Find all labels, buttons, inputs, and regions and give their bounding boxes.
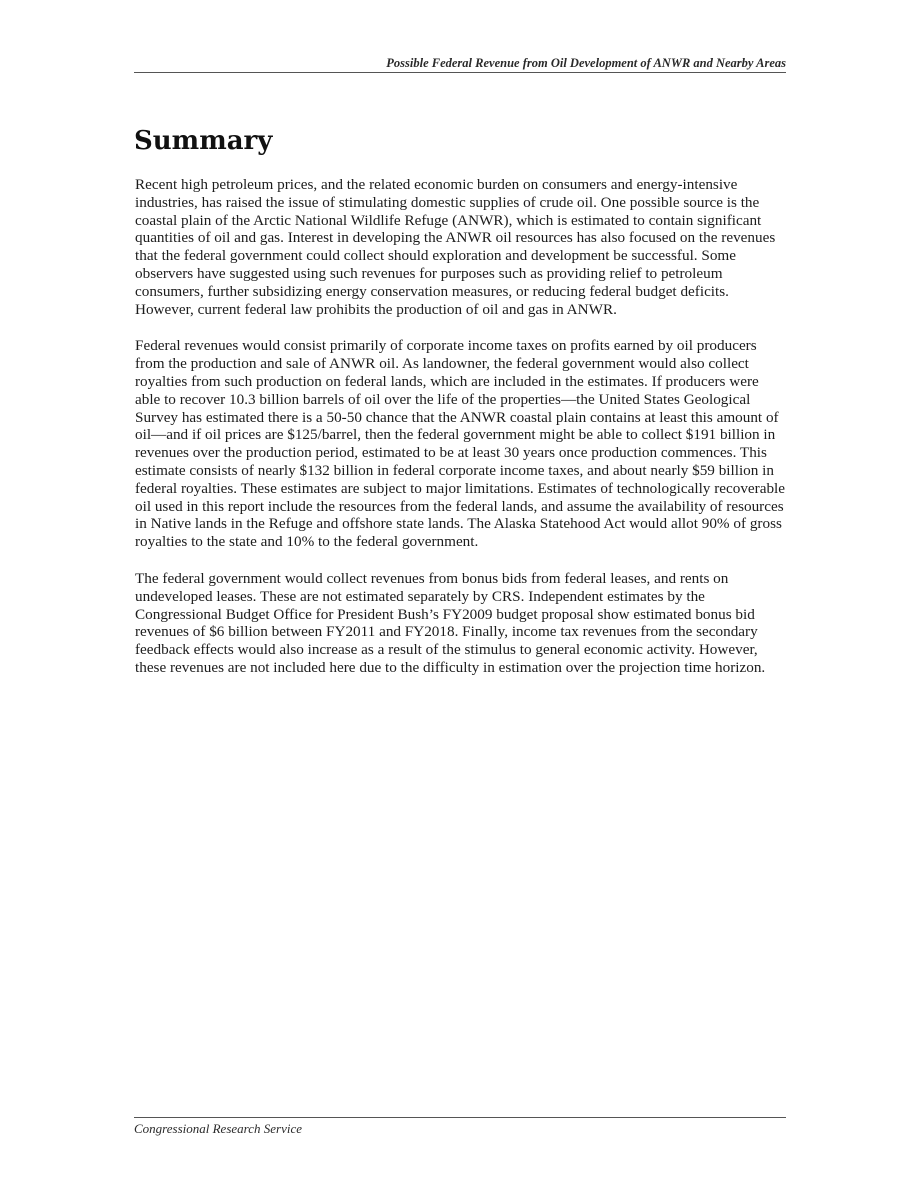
summary-paragraph-1: Recent high petroleum prices, and the related economic burden on consumers and energy-intensive industries, has raised the issue of stimulating domestic supplies of crude oil. One possible source is the coastal plain of the Arctic National Wildlife Refuge (ANWR), which is estimated to contain significant quantities of oil and gas. Interest in developing the ANWR oil resources has also focused on the revenues that the federal government could collect should exploration and development be successful. Some observers have suggested using such revenues for purposes such as providing relief to petroleum consumers, further subsidizing energy conservation measures, or reducing federal budget deficits. However, current federal law prohibits the production of oil and gas in ANWR. <box>135 176 776 318</box>
running-footer: Congressional Research Service <box>134 1121 302 1136</box>
summary-body <box>135 176 787 696</box>
footer-rule <box>134 1117 786 1118</box>
section-heading: Summary <box>134 126 273 156</box>
summary-paragraph-3: The federal government would collect revenues from bonus bids from federal leases, and rents on undeveloped leases. These are not estimated separately by CRS. Independent estimates by the Congressional Budget Office for President Bush’s FY2009 budget proposal show estimated bonus bid revenues of $6 billion between FY2011 and FY2018. Finally, income tax revenues from the secondary feedback effects would also increase as a result of the stimulus to general economic activity. However, these revenues are not included here due to the difficulty in estimation over the projection time horizon. <box>135 569 766 676</box>
header-rule <box>134 72 786 73</box>
running-header: Possible Federal Revenue from Oil Development of ANWR and Nearby Areas <box>386 56 786 70</box>
summary-paragraph-2: Federal revenues would consist primarily of corporate income taxes on profits earned by oil producers from the production and sale of ANWR oil. As landowner, the federal government would also collect royalties from such production on federal lands, which are included in the estimates. If producers were able to recover 10.3 billion barrels of oil over the life of the properties—the United States Geological Survey has estimated there is a 50-50 chance that the ANWR coastal plain contains at least this amount of oil—and if oil prices are $125/barrel, then the federal government might be able to collect $191 billion in revenues over the production period, estimated to be at least 30 years once production commences. This estimate consists of nearly $132 billion in federal corporate income taxes, and about nearly $59 billion in federal royalties. These estimates are subject to major limitations. Estimates of technologically recoverable oil used in this report include the resources from the federal lands, and assume the availability of resources in Native lands in the Refuge and offshore state lands. The Alaska Statehood Act would allot 90% of gross royalties to the state and 10% to the federal government. <box>135 337 786 551</box>
